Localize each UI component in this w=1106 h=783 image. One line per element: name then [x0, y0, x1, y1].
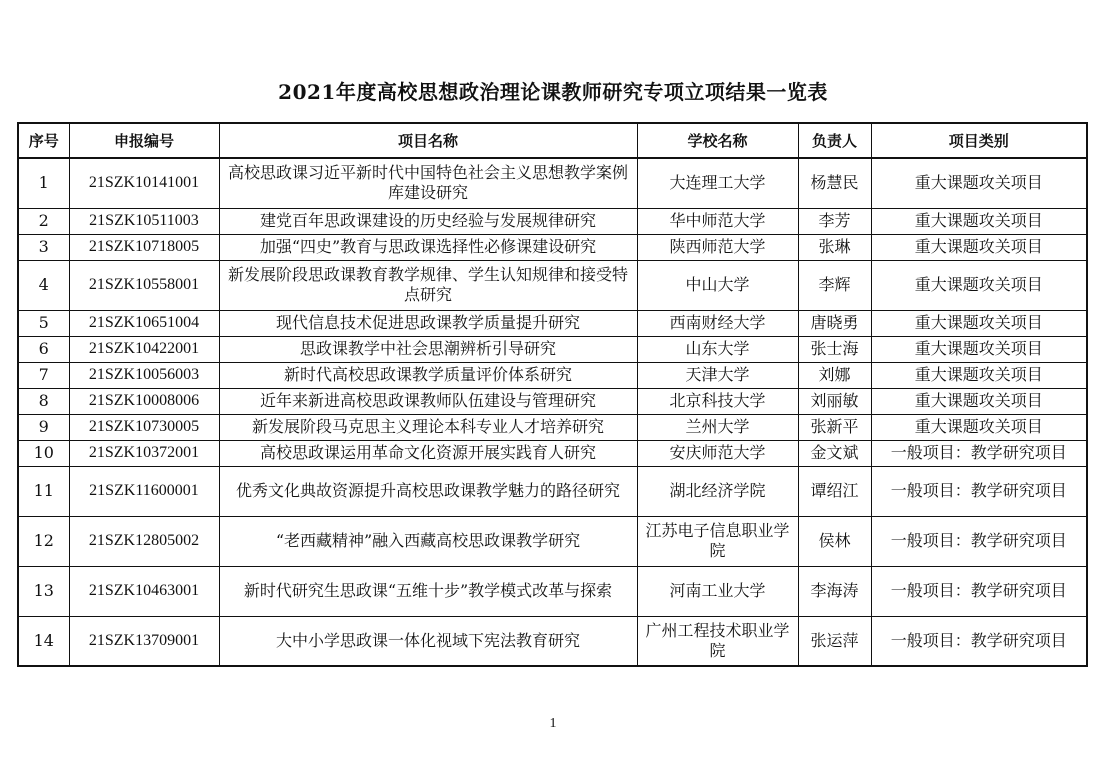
project-name: 新发展阶段思政课教育教学规律、学生认知规律和接受特点研究: [219, 260, 637, 310]
row-number: 5: [18, 310, 69, 336]
school-name: 大连理工大学: [637, 158, 798, 208]
table-row: [18, 260, 1087, 310]
project-category: 重大课题攻关项目: [871, 414, 1087, 440]
project-lead: 张琳: [798, 234, 871, 260]
row-number: 1: [18, 158, 69, 208]
application-code: 21SZK10718005: [69, 234, 219, 260]
school-name: 华中师范大学: [637, 208, 798, 234]
row-number: 11: [18, 466, 69, 516]
project-name: 近年来新进高校思政课教师队伍建设与管理研究: [219, 388, 637, 414]
table-row: [18, 414, 1087, 440]
project-lead: 张运萍: [798, 616, 871, 666]
school-name: 天津大学: [637, 362, 798, 388]
application-code: 21SZK11600001: [69, 466, 219, 516]
project-lead: 李海涛: [798, 566, 871, 616]
project-name: 新时代高校思政课教学质量评价体系研究: [219, 362, 637, 388]
table-row: [18, 336, 1087, 362]
project-name: 高校思政课运用革命文化资源开展实践育人研究: [219, 440, 637, 466]
project-name: “老西藏精神”融入西藏高校思政课教学研究: [219, 516, 637, 566]
table-row: [18, 616, 1087, 666]
application-code: 21SZK10422001: [69, 336, 219, 362]
project-name: 高校思政课习近平新时代中国特色社会主义思想教学案例库建设研究: [219, 158, 637, 208]
row-number: 3: [18, 234, 69, 260]
row-number: 13: [18, 566, 69, 616]
project-lead: 杨慧民: [798, 158, 871, 208]
table-row: [18, 466, 1087, 516]
project-name: 新发展阶段马克思主义理论本科专业人才培养研究: [219, 414, 637, 440]
row-number: 14: [18, 616, 69, 666]
application-code: 21SZK10141001: [69, 158, 219, 208]
document-title: 2021年度高校思想政治理论课教师研究专项立项结果一览表: [278, 80, 828, 104]
school-name: 广州工程技术职业学院: [637, 616, 798, 666]
table-header-row: [18, 123, 1087, 158]
school-name: 兰州大学: [637, 414, 798, 440]
row-number: 12: [18, 516, 69, 566]
application-code: 21SZK10511003: [69, 208, 219, 234]
project-category: 重大课题攻关项目: [871, 310, 1087, 336]
school-name: 山东大学: [637, 336, 798, 362]
project-category: 重大课题攻关项目: [871, 158, 1087, 208]
project-category: 一般项目：教学研究项目: [871, 566, 1087, 616]
table-row: [18, 208, 1087, 234]
project-lead: 张新平: [798, 414, 871, 440]
table-row: [18, 234, 1087, 260]
application-code: 21SZK10463001: [69, 566, 219, 616]
results-table: [17, 122, 1088, 667]
project-category: 重大课题攻关项目: [871, 234, 1087, 260]
table-row: [18, 440, 1087, 466]
school-name: 安庆师范大学: [637, 440, 798, 466]
page-number: 1: [549, 716, 557, 731]
project-category: 一般项目：教学研究项目: [871, 466, 1087, 516]
header-lead: 负责人: [798, 123, 871, 158]
application-code: 21SZK10008006: [69, 388, 219, 414]
table-body: [18, 158, 1087, 666]
project-lead: 侯林: [798, 516, 871, 566]
table-row: [18, 516, 1087, 566]
table-row: [18, 362, 1087, 388]
project-lead: 张士海: [798, 336, 871, 362]
project-name: 建党百年思政课建设的历史经验与发展规律研究: [219, 208, 637, 234]
project-name: 优秀文化典故资源提升高校思政课教学魅力的路径研究: [219, 466, 637, 516]
project-category: 重大课题攻关项目: [871, 388, 1087, 414]
row-number: 2: [18, 208, 69, 234]
school-name: 河南工业大学: [637, 566, 798, 616]
table-row: [18, 388, 1087, 414]
project-category: 重大课题攻关项目: [871, 336, 1087, 362]
project-category: 一般项目：教学研究项目: [871, 616, 1087, 666]
project-category: 重大课题攻关项目: [871, 208, 1087, 234]
application-code: 21SZK12805002: [69, 516, 219, 566]
header-category: 项目类别: [871, 123, 1087, 158]
row-number: 7: [18, 362, 69, 388]
project-name: 加强“四史”教育与思政课选择性必修课建设研究: [219, 234, 637, 260]
project-lead: 谭绍江: [798, 466, 871, 516]
project-lead: 李芳: [798, 208, 871, 234]
header-school: 学校名称: [637, 123, 798, 158]
project-category: 重大课题攻关项目: [871, 362, 1087, 388]
header-project-name: 项目名称: [219, 123, 637, 158]
application-code: 21SZK10056003: [69, 362, 219, 388]
project-lead: 刘丽敏: [798, 388, 871, 414]
row-number: 8: [18, 388, 69, 414]
project-name: 新时代研究生思政课“五维十步”教学模式改革与探索: [219, 566, 637, 616]
project-name: 大中小学思政课一体化视域下宪法教育研究: [219, 616, 637, 666]
project-lead: 刘娜: [798, 362, 871, 388]
project-category: 一般项目：教学研究项目: [871, 516, 1087, 566]
application-code: 21SZK10651004: [69, 310, 219, 336]
application-code: 21SZK13709001: [69, 616, 219, 666]
row-number: 9: [18, 414, 69, 440]
row-number: 10: [18, 440, 69, 466]
table-row: [18, 158, 1087, 208]
project-name: 现代信息技术促进思政课教学质量提升研究: [219, 310, 637, 336]
school-name: 中山大学: [637, 260, 798, 310]
school-name: 北京科技大学: [637, 388, 798, 414]
project-name: 思政课教学中社会思潮辨析引导研究: [219, 336, 637, 362]
row-number: 4: [18, 260, 69, 310]
school-name: 湖北经济学院: [637, 466, 798, 516]
project-category: 重大课题攻关项目: [871, 260, 1087, 310]
table-row: [18, 566, 1087, 616]
header-no: 序号: [18, 123, 69, 158]
project-lead: 唐晓勇: [798, 310, 871, 336]
header-code: 申报编号: [69, 123, 219, 158]
project-category: 一般项目：教学研究项目: [871, 440, 1087, 466]
application-code: 21SZK10558001: [69, 260, 219, 310]
project-lead: 李辉: [798, 260, 871, 310]
table-row: [18, 310, 1087, 336]
school-name: 江苏电子信息职业学院: [637, 516, 798, 566]
school-name: 陕西师范大学: [637, 234, 798, 260]
application-code: 21SZK10730005: [69, 414, 219, 440]
application-code: 21SZK10372001: [69, 440, 219, 466]
project-lead: 金文斌: [798, 440, 871, 466]
row-number: 6: [18, 336, 69, 362]
school-name: 西南财经大学: [637, 310, 798, 336]
